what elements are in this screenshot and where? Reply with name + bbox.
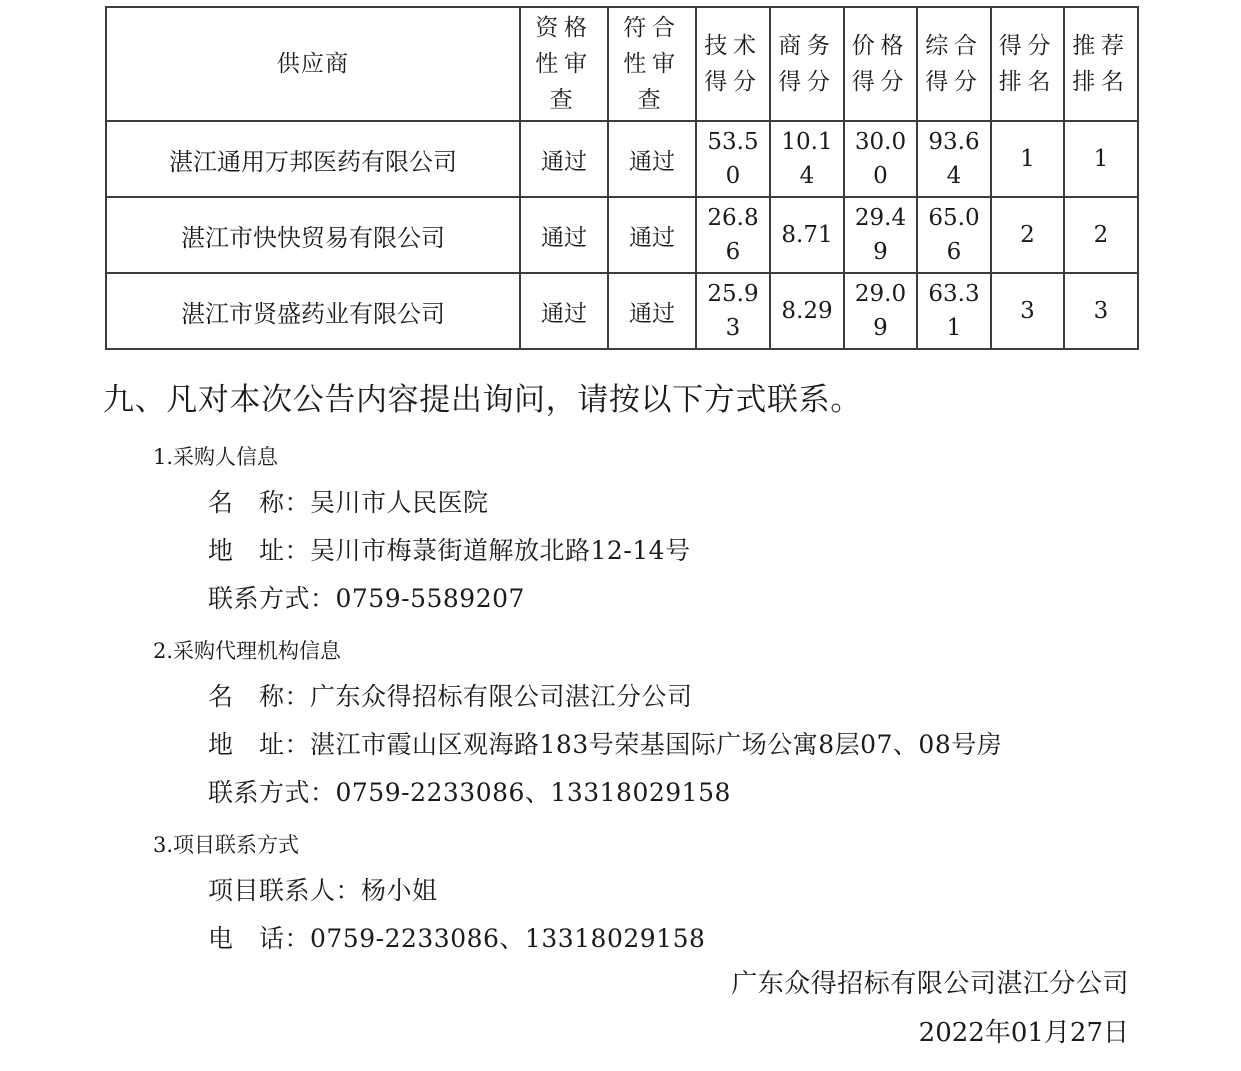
col-header-supplier: 供应商 xyxy=(106,7,520,121)
table-row xyxy=(106,197,1138,273)
score-rank-cell: 2 xyxy=(991,197,1064,273)
col-header-compliance-review: 符合性审查 xyxy=(608,7,696,121)
technical-score-cell: 53.50 xyxy=(696,121,770,197)
score-rank-cell: 3 xyxy=(991,273,1064,349)
compliance-cell: 通过 xyxy=(608,197,696,273)
recommend-rank-cell: 3 xyxy=(1064,273,1138,349)
item-title: 2.采购代理机构信息 xyxy=(153,638,342,663)
info-section-purchaser xyxy=(0,445,1241,613)
table-row xyxy=(106,273,1138,349)
compliance-cell: 通过 xyxy=(608,121,696,197)
technical-score-cell: 26.86 xyxy=(696,197,770,273)
table-header-row xyxy=(106,7,1138,121)
col-header-comprehensive-score: 综合得分 xyxy=(917,7,991,121)
compliance-cell: 通过 xyxy=(608,273,696,349)
recommend-rank-cell: 2 xyxy=(1064,197,1138,273)
table-row xyxy=(106,121,1138,197)
business-score-cell: 8.29 xyxy=(770,273,844,349)
detail-line-contact: 联系方式：0759-5589207 xyxy=(208,583,525,613)
price-score-cell: 29.09 xyxy=(844,273,917,349)
score-rank-cell: 1 xyxy=(991,121,1064,197)
qualification-cell: 通过 xyxy=(520,273,608,349)
info-section-project-contact xyxy=(0,833,1241,953)
detail-line-name: 名 称：吴川市人民医院 xyxy=(208,487,489,517)
col-header-price-score: 价格得分 xyxy=(844,7,917,121)
price-score-cell: 30.00 xyxy=(844,121,917,197)
info-section-agency xyxy=(0,639,1241,807)
supplier-name-cell: 湛江通用万邦医药有限公司 xyxy=(106,121,520,197)
business-score-cell: 10.14 xyxy=(770,121,844,197)
signature-date: 2022年01月27日 xyxy=(918,1017,1129,1048)
supplier-name-cell: 湛江市贤盛药业有限公司 xyxy=(106,273,520,349)
col-header-score-rank: 得分排名 xyxy=(991,7,1064,121)
signature-block xyxy=(0,970,1241,1049)
qualification-cell: 通过 xyxy=(520,121,608,197)
item-title: 3.项目联系方式 xyxy=(153,832,300,857)
detail-line-address: 地 址：湛江市霞山区观海路183号荣基国际广场公寓8层07、08号房 xyxy=(208,729,1003,759)
business-score-cell: 8.71 xyxy=(770,197,844,273)
qualification-cell: 通过 xyxy=(520,197,608,273)
evaluation-table xyxy=(105,6,1139,350)
col-header-recommend-rank: 推荐排名 xyxy=(1064,7,1138,121)
detail-line-phone: 电 话：0759-2233086、13318029158 xyxy=(208,924,706,954)
signature-company: 广东众得招标有限公司湛江分公司 xyxy=(731,969,1129,1000)
col-header-qualification-review: 资格性审查 xyxy=(520,7,608,121)
detail-line-contact: 联系方式：0759-2233086、13318029158 xyxy=(208,777,731,807)
price-score-cell: 29.49 xyxy=(844,197,917,273)
section-heading: 九、凡对本次公告内容提出询问，请按以下方式联系。 xyxy=(103,382,862,418)
comprehensive-score-cell: 93.64 xyxy=(917,121,991,197)
col-header-technical-score: 技术得分 xyxy=(696,7,770,121)
detail-line-address: 地 址：吴川市梅菉街道解放北路12-14号 xyxy=(208,535,691,565)
supplier-name-cell: 湛江市快快贸易有限公司 xyxy=(106,197,520,273)
detail-line-contact-person: 项目联系人：杨小姐 xyxy=(208,876,438,906)
item-title: 1.采购人信息 xyxy=(153,444,279,469)
col-header-business-score: 商务得分 xyxy=(770,7,844,121)
detail-line-name: 名 称：广东众得招标有限公司湛江分公司 xyxy=(208,681,693,711)
technical-score-cell: 25.93 xyxy=(696,273,770,349)
comprehensive-score-cell: 63.31 xyxy=(917,273,991,349)
recommend-rank-cell: 1 xyxy=(1064,121,1138,197)
comprehensive-score-cell: 65.06 xyxy=(917,197,991,273)
